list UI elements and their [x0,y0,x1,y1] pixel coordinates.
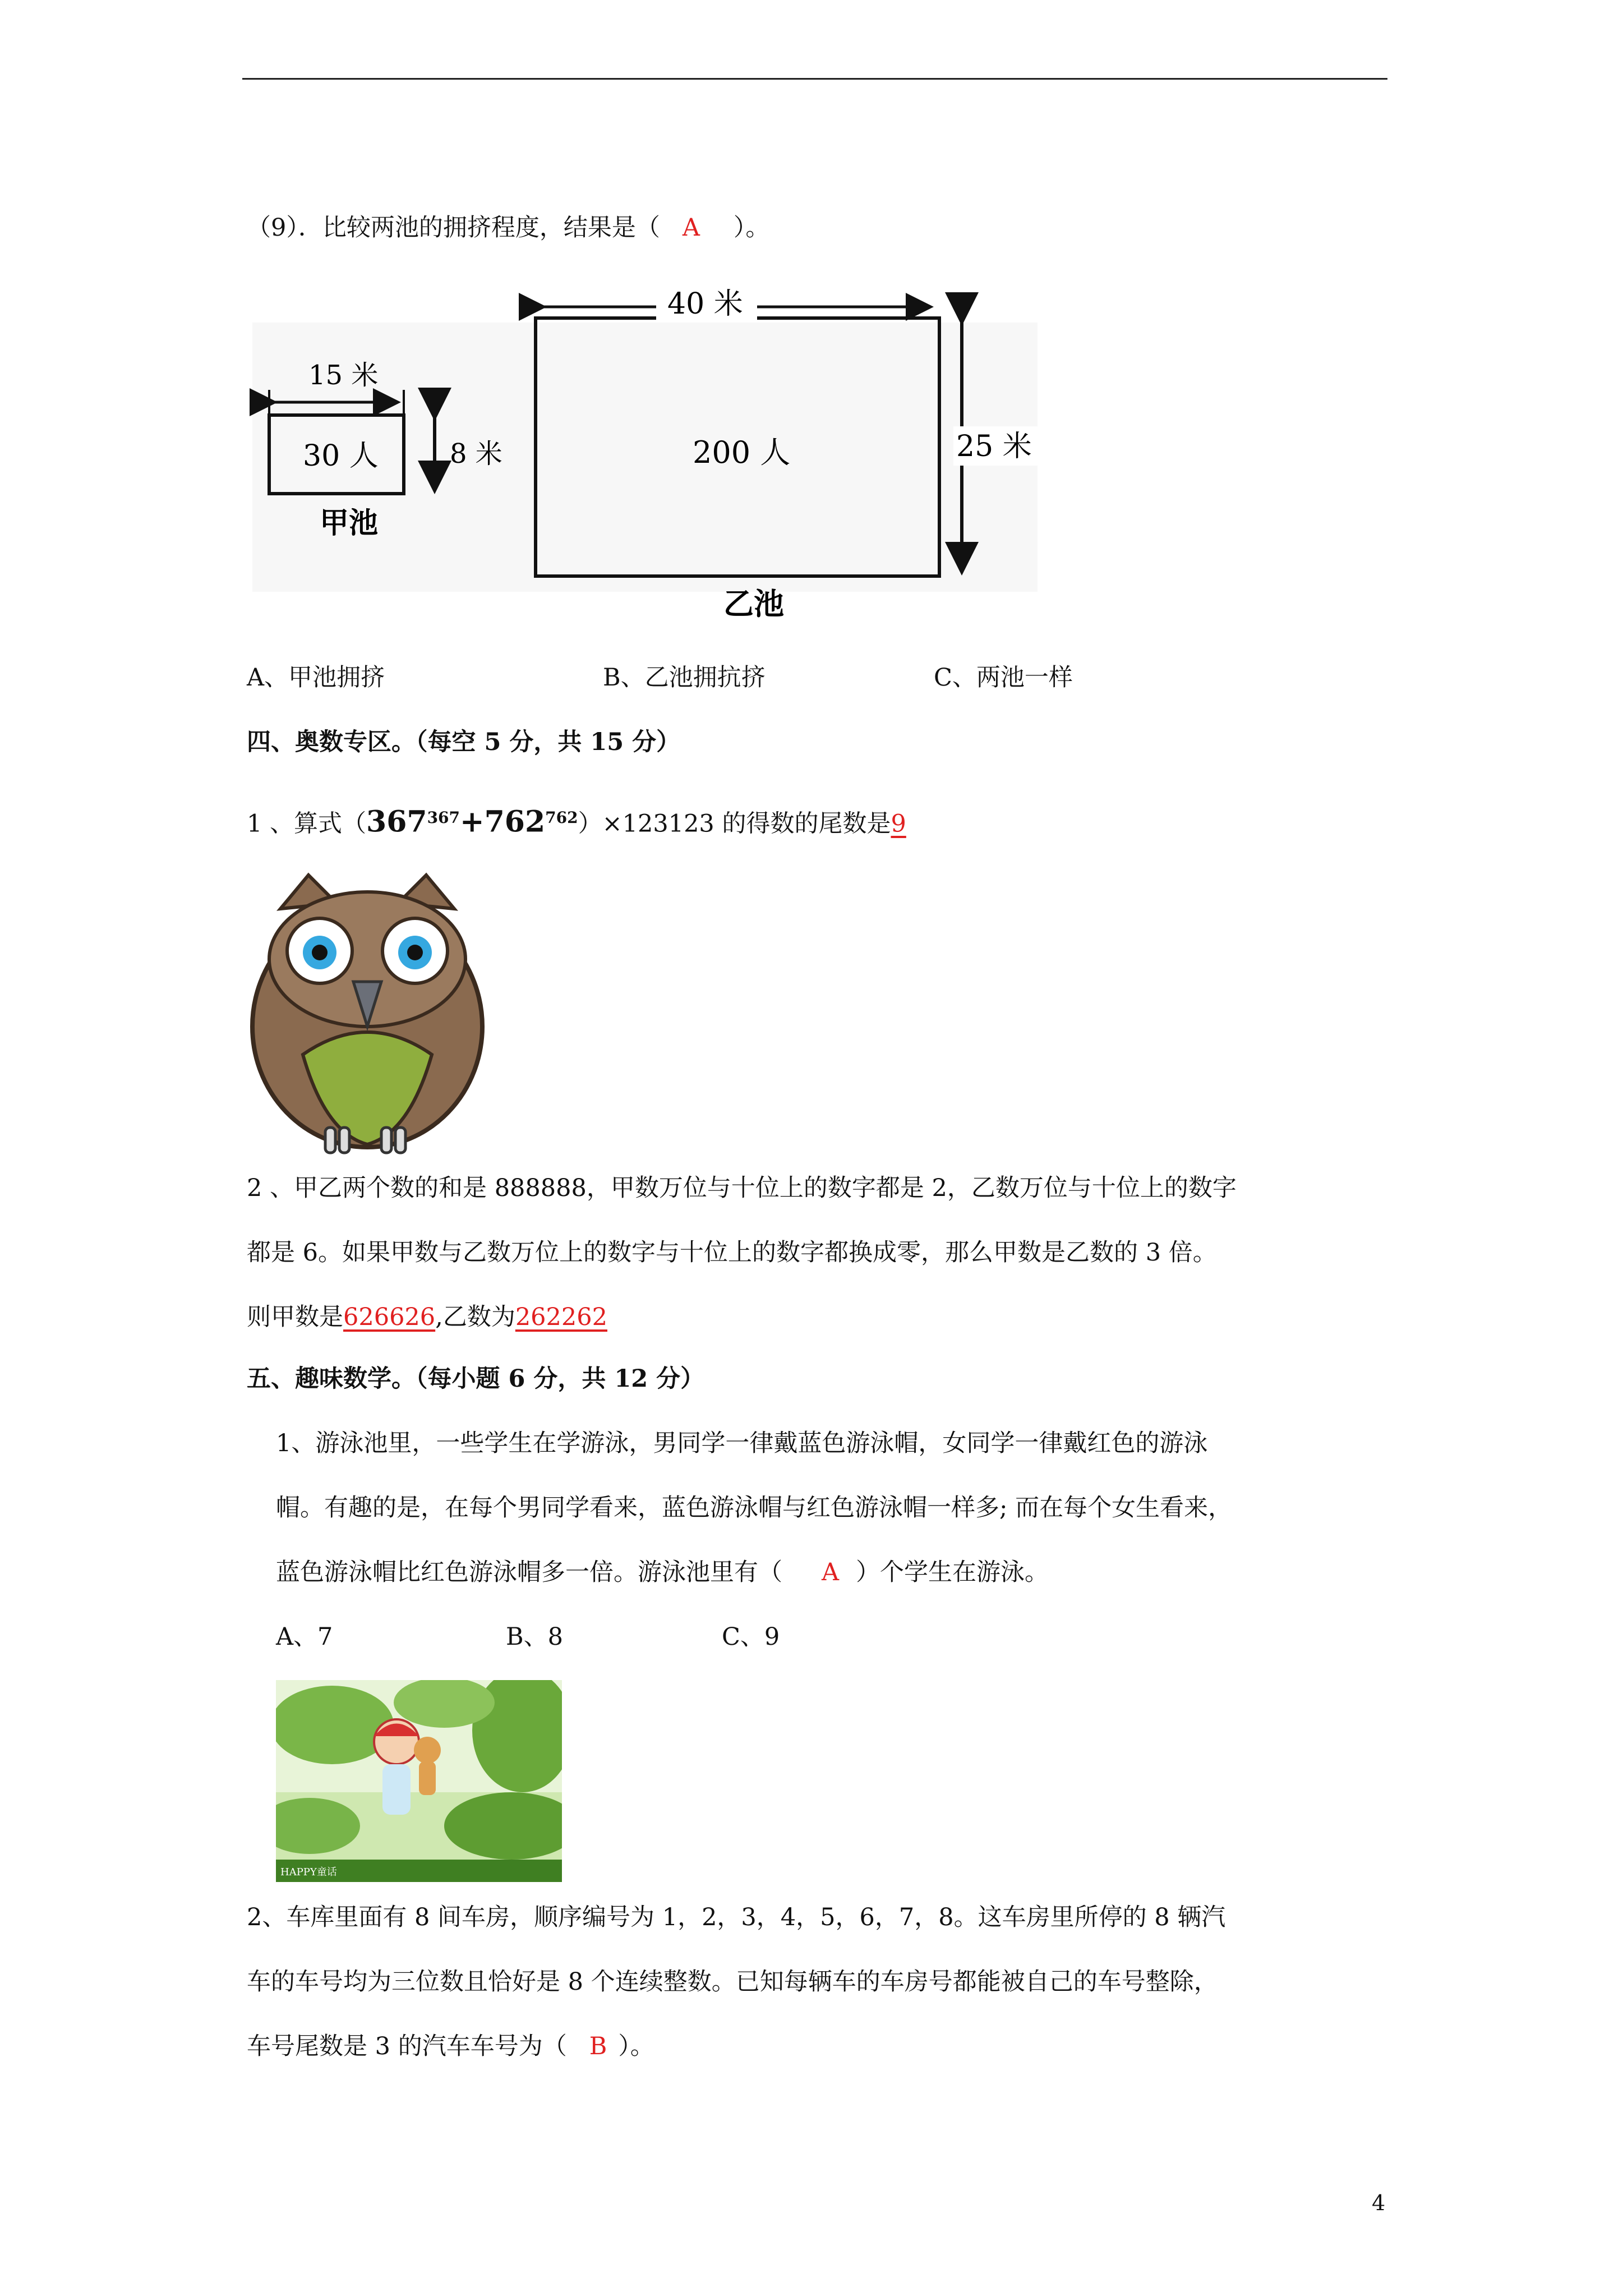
s5-q2-line3-prefix: 车号尾数是 3 的汽车车号为（ [247,2032,567,2060]
s4-q1-base2: 762 [484,804,546,839]
s5-q1-option-b: B、8 [506,1623,563,1651]
s5-q1-option-c: C、9 [722,1623,780,1651]
s5-q1-line1: 1、游泳池里，一些学生在学游泳，男同学一律戴蓝色游泳帽，女同学一律戴红色的游泳 [276,1429,1208,1457]
q9-prefix: （9）．比较两池的拥挤程度，结果是（ [247,214,660,242]
s4-q1-suffix: ）×123123 的得数的尾数是 [578,809,891,838]
s5-q1-line2: 帽。有趣的是，在每个男同学看来，蓝色游泳帽与红色游泳帽一样多; 而在每个女生看来， [276,1494,1233,1522]
pool-b-people: 200 人 [693,435,791,470]
s4-q2-line1: 2 、甲乙两个数的和是 888888，甲数万位与十位上的数字都是 2，乙数万位与十位上的数字 [247,1174,1237,1202]
section5-heading: 五、趣味数学。（每小题 6 分，共 12 分） [247,1365,705,1393]
pool-a-people: 30 人 [303,439,379,473]
s4-q1-plus: + [460,804,485,839]
s5-q1-options [276,1621,780,1653]
s4-q1-exp2: 762 [545,808,578,827]
s4-q1-answer: 9 [891,809,906,838]
s4-q1-line [247,802,906,839]
s5-q2-line2: 车的车号均为三位数且恰好是 8 个连续整数。已知每辆车的车房号都能被自己的车号整除， [247,1968,1218,1996]
s5-q2-line1: 2、车库里面有 8 间车房，顺序编号为 1，2，3，4，5，6，7，8。这车房里所停的 8 辆汽 [247,1903,1226,1931]
s4-q2-answer-a: 626626 [343,1303,436,1331]
page-number: 4 [1372,2191,1386,2215]
s5-q1-answer: A [822,1558,840,1586]
s5-q1-line3 [276,1557,1049,1588]
s4-q2-line3 [247,1301,607,1333]
s5-q2-line3 [247,2031,654,2062]
q9-option-c: C、两池一样 [934,664,1073,692]
q9-options [247,662,1073,693]
cartoon-caption: HAPPY童话 [280,1866,337,1878]
pool-b-height-label: 25 米 [956,430,1032,463]
pool-a-name: 甲池 [320,506,379,540]
s4-q2-answer-b: 262262 [515,1303,607,1331]
q9-option-a: A、甲池拥挤 [247,664,385,692]
section4-heading: 四、奥数专区。（每空 5 分，共 15 分） [247,728,681,756]
owl-illustration [241,864,499,1156]
q9-suffix: ）。 [733,214,770,242]
s5-q1-line3-suffix: ）个学生在游泳。 [856,1558,1049,1586]
s4-q1-base1: 367 [366,804,427,839]
s4-q2-line2: 都是 6。如果甲数与乙数万位上的数字与十位上的数字都换成零，那么甲数是乙数的 3 倍。 [247,1239,1217,1267]
s4-q2-line3-mid: ,乙数为 [435,1303,515,1331]
pool-b-width-label: 40 米 [667,287,743,321]
pool-a-width-label: 15 米 [308,360,379,391]
cartoon-illustration [276,1680,562,1882]
pool-a-height-label: 8 米 [450,438,502,470]
q9-answer: A [682,214,700,242]
s5-q1-line3-prefix: 蓝色游泳帽比红色游泳帽多一倍。游泳池里有（ [276,1558,782,1586]
header-rule [242,78,1387,80]
s4-q1-exp1: 367 [427,808,460,827]
s5-q2-line3-suffix: ）。 [618,2032,654,2060]
q9-line [247,212,769,243]
pool-diagram [241,278,1049,637]
s5-q2-answer: B [589,2032,607,2060]
s5-q1-option-a: A、7 [276,1623,333,1651]
pool-b-name: 乙池 [723,586,784,622]
s4-q1-prefix: 1 、算式（ [247,809,367,838]
q9-option-b: B、乙池拥抗挤 [603,664,766,692]
s4-q2-line3-prefix: 则甲数是 [247,1303,343,1331]
